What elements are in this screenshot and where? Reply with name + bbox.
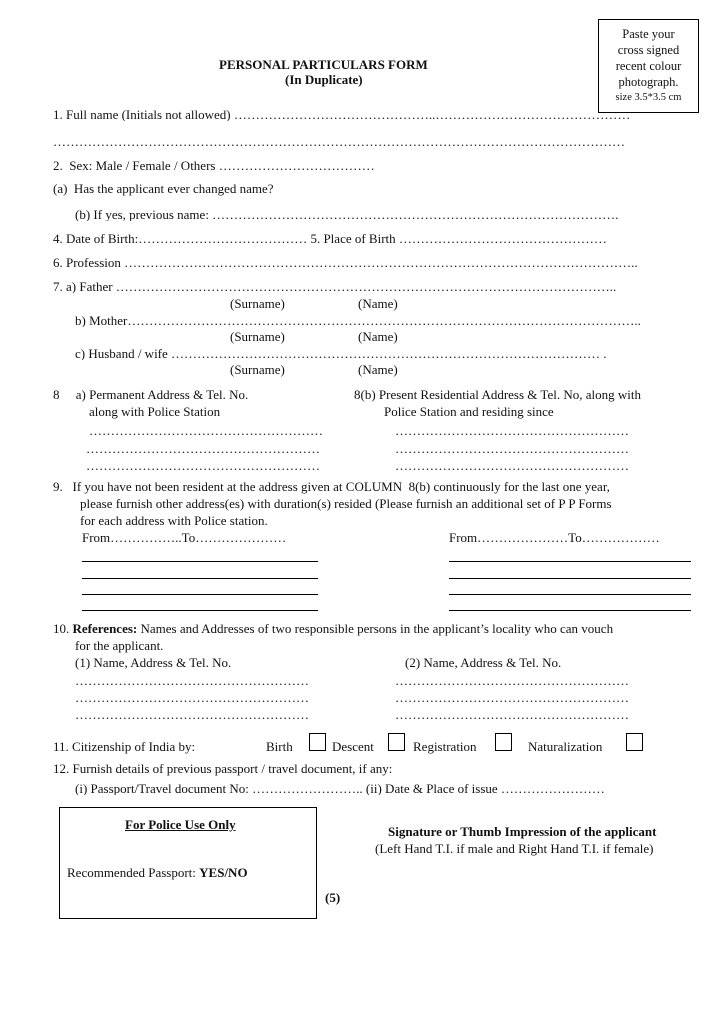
mother-surname-label: (Surname) — [230, 329, 285, 344]
page-number: (5) — [325, 890, 341, 905]
dob-pob-field[interactable]: 4. Date of Birth:………………………………… 5. Place of Birth ………………………………………… — [53, 232, 607, 245]
spouse-name-field[interactable]: c) Husband / wife ……………………………………………………………………………………… . — [75, 347, 607, 360]
citizenship-label: 11. Citizenship of India by: — [53, 739, 196, 754]
citizenship-descent-checkbox[interactable] — [388, 733, 405, 751]
references-text: Names and Addresses of two responsible persons in the applicant’s locality who can vouch — [137, 621, 614, 636]
references-label: References: — [72, 621, 138, 636]
photo-box — [598, 19, 699, 113]
citizenship-birth-checkbox[interactable] — [309, 733, 326, 751]
residence-left-line-2[interactable] — [82, 578, 318, 579]
photo-instruction-4: photograph. — [618, 75, 679, 89]
residence-right-line-2[interactable] — [449, 578, 691, 579]
father-name-label: (Name) — [358, 296, 398, 311]
previous-residence-instruction-3: for each address with Police station. — [80, 513, 268, 528]
citizenship-registration-checkbox[interactable] — [495, 733, 512, 751]
present-address-line-1[interactable]: ……………………………………………… — [395, 424, 629, 437]
previous-residence-instruction-1: 9. If you have not been resident at the address given at COLUMN 8(b) continuously for the last one year, — [53, 479, 610, 494]
reference-1-line-1[interactable]: ……………………………………………… — [75, 674, 309, 687]
reference-2-line-2[interactable]: ……………………………………………… — [395, 691, 629, 704]
reference-2-line-3[interactable]: ……………………………………………… — [395, 708, 629, 721]
previous-name-field[interactable]: (b) If yes, previous name: …………………………………………………………………………………. — [75, 208, 619, 221]
signature-label: Signature or Thumb Impression of the applicant — [388, 824, 657, 839]
residence-right-line-3[interactable] — [449, 594, 691, 595]
sex-field[interactable]: 2. Sex: Male / Female / Others ……………………………… — [53, 158, 375, 173]
references-line-1 — [53, 622, 613, 635]
reference-1-label: (1) Name, Address & Tel. No. — [75, 655, 232, 670]
present-address-label: 8(b) Present Residential Address & Tel. No, along with — [354, 387, 641, 402]
previous-residence-instruction-2: please furnish other address(es) with duration(s) resided (Please furnish an additional set of P P Forms — [80, 496, 612, 511]
present-address-line-2[interactable]: ……………………………………………… — [395, 442, 629, 455]
father-name-field[interactable]: 7. a) Father …………………………………………………………………………………………………….. — [53, 280, 617, 293]
spouse-name-label: (Name) — [358, 362, 398, 377]
reference-1-line-3[interactable]: ……………………………………………… — [75, 708, 309, 721]
previous-passport-details-field[interactable]: (i) Passport/Travel document No: …………………….. (ii) Date & Place of issue …………………… — [75, 782, 605, 795]
father-surname-label: (Surname) — [230, 296, 285, 311]
mother-name-field[interactable]: b) Mother……………………………………………………………………………………………………….. — [75, 314, 641, 327]
permanent-address-police-label: along with Police Station — [89, 404, 221, 419]
permanent-address-line-2[interactable]: ……………………………………………… — [86, 442, 320, 455]
citizenship-birth-label: Birth — [266, 739, 293, 754]
permanent-address-line-1[interactable]: ……………………………………………… — [89, 424, 323, 437]
form-title: PERSONAL PARTICULARS FORM — [219, 57, 428, 72]
citizenship-naturalization-label: Naturalization — [528, 739, 603, 754]
photo-instruction-2: cross signed — [617, 43, 680, 57]
present-address-police-label: Police Station and residing since — [384, 404, 554, 419]
residence-left-line-3[interactable] — [82, 594, 318, 595]
mother-name-label: (Name) — [358, 329, 398, 344]
police-use-box — [59, 807, 317, 919]
photo-size: size 3.5*3.5 cm — [615, 92, 682, 103]
citizenship-registration-label: Registration — [413, 739, 477, 754]
reference-1-line-2[interactable]: ……………………………………………… — [75, 691, 309, 704]
full-name-field[interactable]: 1. Full name (Initials not allowed) ………………………………………..……………………………………… — [53, 108, 631, 121]
reference-2-line-1[interactable]: ……………………………………………… — [395, 674, 629, 687]
present-address-line-3[interactable]: ……………………………………………… — [395, 459, 629, 472]
reference-2-label: (2) Name, Address & Tel. No. — [405, 655, 562, 670]
previous-passport-label: 12. Furnish details of previous passport / travel document, if any: — [53, 761, 393, 776]
references-line-2: for the applicant. — [75, 638, 164, 653]
photo-instruction-1: Paste your — [622, 27, 675, 41]
police-use-title: For Police Use Only — [125, 817, 236, 832]
recommended-passport — [67, 866, 248, 879]
recommended-passport-value: YES/NO — [199, 865, 248, 880]
residence-left-line-1[interactable] — [82, 561, 318, 562]
residence-right-line-1[interactable] — [449, 561, 691, 562]
full-name-continuation[interactable]: …………………………………………………………………………………………………………………… — [53, 135, 625, 148]
residence-from-to-right[interactable]: From…………………To……………… — [449, 530, 660, 545]
recommended-passport-label: Recommended Passport: — [67, 865, 200, 880]
spouse-surname-label: (Surname) — [230, 362, 285, 377]
residence-left-line-4[interactable] — [82, 610, 318, 611]
form-subtitle: (In Duplicate) — [285, 72, 363, 87]
residence-right-line-4[interactable] — [449, 610, 691, 611]
photo-instruction-3: recent colour — [615, 59, 682, 73]
signature-instruction: (Left Hand T.I. if male and Right Hand T.I. if female) — [375, 841, 654, 856]
citizenship-naturalization-checkbox[interactable] — [626, 733, 643, 751]
residence-from-to-left[interactable]: From……………..To………………… — [82, 530, 287, 545]
permanent-address-label: 8 a) Permanent Address & Tel. No. — [53, 387, 249, 402]
citizenship-descent-label: Descent — [332, 739, 374, 754]
profession-field[interactable]: 6. Profession ……………………………………………………………………………………………………….. — [53, 256, 638, 269]
permanent-address-line-3[interactable]: ……………………………………………… — [86, 459, 320, 472]
references-number: 10. — [53, 621, 70, 636]
name-change-question: (a) Has the applicant ever changed name? — [53, 181, 274, 196]
